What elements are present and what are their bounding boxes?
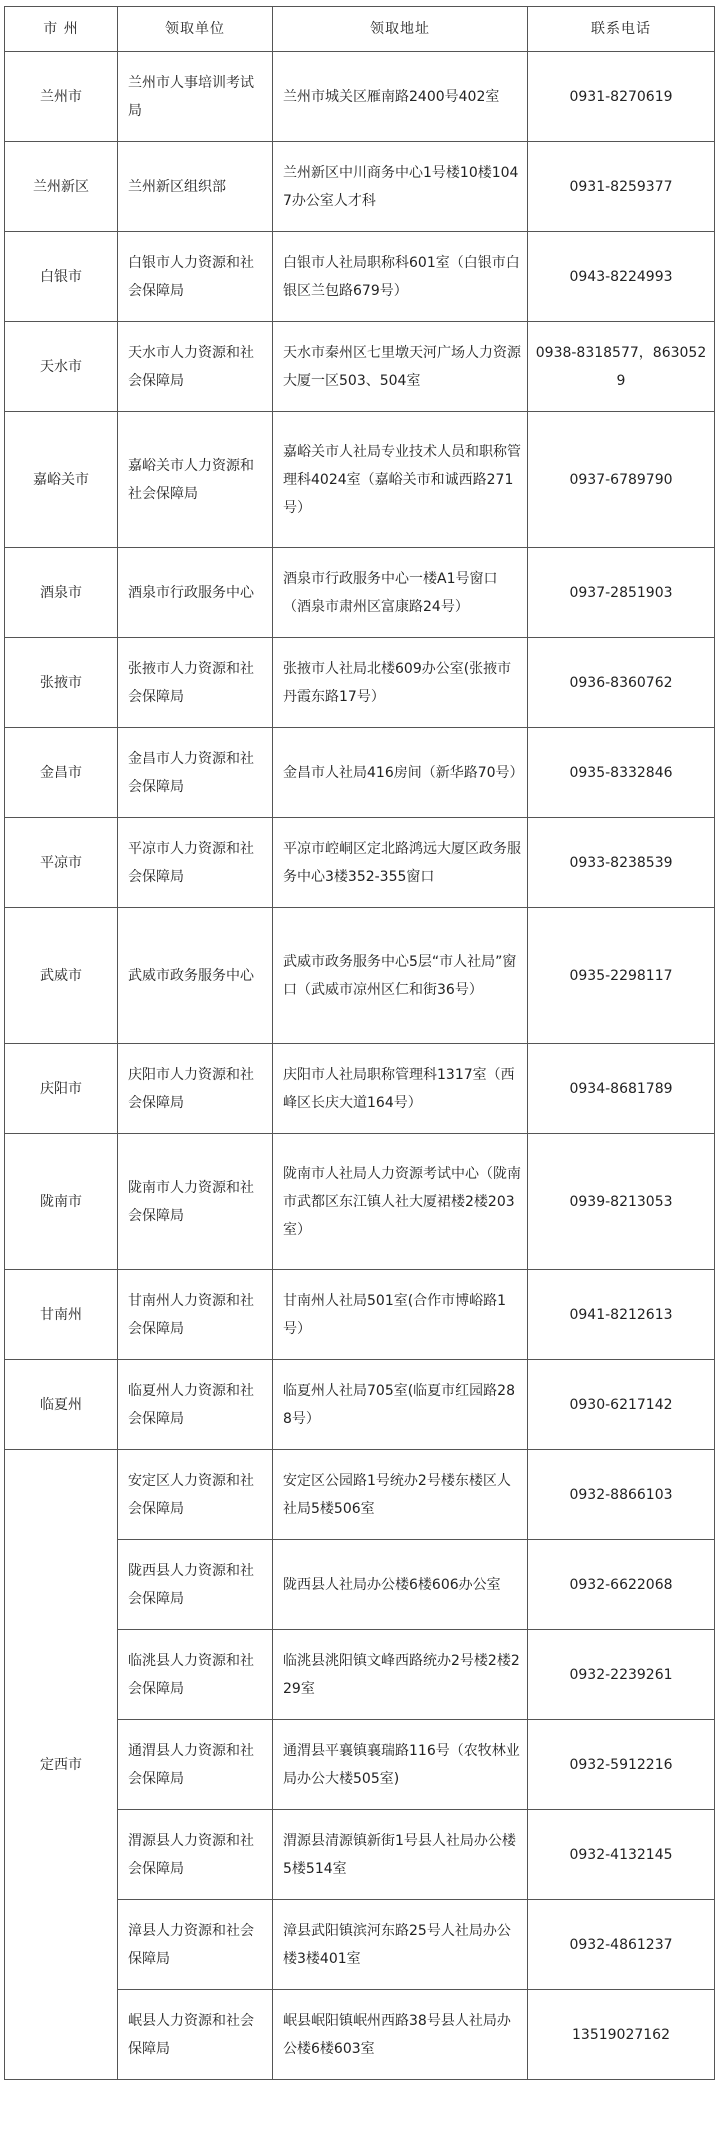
cell-unit: 渭源县人力资源和社会保障局 [118,1810,273,1900]
cell-unit: 陇南市人力资源和社会保障局 [118,1134,273,1270]
cell-city: 兰州市 [5,52,118,142]
cell-phone: 0935-2298117 [528,908,715,1044]
table-row [5,728,715,818]
cell-phone: 0943-8224993 [528,232,715,322]
cell-address: 甘南州人社局501室(合作市博峪路1号） [273,1270,528,1360]
cell-city: 张掖市 [5,638,118,728]
header-unit: 领取单位 [118,7,273,52]
cell-city: 酒泉市 [5,548,118,638]
cell-address: 白银市人社局职称科601室（白银市白银区兰包路679号） [273,232,528,322]
cell-phone: 0935-8332846 [528,728,715,818]
cell-unit: 张掖市人力资源和社会保障局 [118,638,273,728]
header-address: 领取地址 [273,7,528,52]
cell-phone: 0936-8360762 [528,638,715,728]
table-row [5,1450,715,1540]
cell-city: 嘉峪关市 [5,412,118,548]
table-row [5,1044,715,1134]
cell-phone: 0932-4132145 [528,1810,715,1900]
cell-address: 天水市秦州区七里墩天河广场人力资源大厦一区503、504室 [273,322,528,412]
table-row [5,232,715,322]
cell-address: 嘉峪关市人社局专业技术人员和职称管理科4024室（嘉峪关市和诚西路271号） [273,412,528,548]
table-row [5,1360,715,1450]
cell-phone: 0938-8318577，8630529 [528,322,715,412]
cell-address: 通渭县平襄镇襄瑞路116号（农牧林业局办公大楼505室) [273,1720,528,1810]
cell-address: 岷县岷阳镇岷州西路38号县人社局办公楼6楼603室 [273,1990,528,2080]
header-phone: 联系电话 [528,7,715,52]
cell-address: 张掖市人社局北楼609办公室(张掖市丹霞东路17号） [273,638,528,728]
table-row [5,412,715,548]
table-row [5,1270,715,1360]
cell-phone: 0931-8259377 [528,142,715,232]
cell-phone: 0937-6789790 [528,412,715,548]
cell-phone: 0932-8866103 [528,1450,715,1540]
cell-unit: 庆阳市人力资源和社会保障局 [118,1044,273,1134]
cell-unit: 武威市政务服务中心 [118,908,273,1044]
cell-unit: 安定区人力资源和社会保障局 [118,1450,273,1540]
cell-city: 临夏州 [5,1360,118,1450]
cell-phone: 13519027162 [528,1990,715,2080]
cell-phone: 0939-8213053 [528,1134,715,1270]
cell-city: 甘南州 [5,1270,118,1360]
table-body [5,52,715,2080]
cell-unit: 岷县人力资源和社会保障局 [118,1990,273,2080]
cell-unit: 甘南州人力资源和社会保障局 [118,1270,273,1360]
cell-phone: 0932-4861237 [528,1900,715,1990]
cell-unit: 兰州市人事培训考试局 [118,52,273,142]
cell-address: 临洮县洮阳镇文峰西路统办2号楼2楼229室 [273,1630,528,1720]
cell-address: 兰州新区中川商务中心1号楼10楼1047办公室人才科 [273,142,528,232]
cell-unit: 酒泉市行政服务中心 [118,548,273,638]
cell-city: 陇南市 [5,1134,118,1270]
table-row [5,548,715,638]
cell-address: 临夏州人社局705室(临夏市红园路288号） [273,1360,528,1450]
table-row [5,142,715,232]
cell-phone: 0930-6217142 [528,1360,715,1450]
cell-unit: 临夏州人力资源和社会保障局 [118,1360,273,1450]
cell-phone: 0933-8238539 [528,818,715,908]
cell-unit: 平凉市人力资源和社会保障局 [118,818,273,908]
cell-city: 天水市 [5,322,118,412]
cell-unit: 白银市人力资源和社会保障局 [118,232,273,322]
table-row [5,52,715,142]
cell-address: 渭源县清源镇新街1号县人社局办公楼5楼514室 [273,1810,528,1900]
table-row [5,908,715,1044]
cell-address: 陇西县人社局办公楼6楼606办公室 [273,1540,528,1630]
contact-table [4,6,715,2080]
cell-address: 安定区公园路1号统办2号楼东楼区人社局5楼506室 [273,1450,528,1540]
header-city: 市 州 [5,7,118,52]
cell-city: 金昌市 [5,728,118,818]
cell-address: 金昌市人社局416房间（新华路70号） [273,728,528,818]
cell-address: 兰州市城关区雁南路2400号402室 [273,52,528,142]
cell-unit: 嘉峪关市人力资源和社会保障局 [118,412,273,548]
cell-unit: 漳县人力资源和社会保障局 [118,1900,273,1990]
cell-address: 庆阳市人社局职称管理科1317室（西峰区长庆大道164号） [273,1044,528,1134]
header-row [5,7,715,52]
cell-address: 武威市政务服务中心5层“市人社局”窗口（武威市凉州区仁和街36号） [273,908,528,1044]
cell-phone: 0932-5912216 [528,1720,715,1810]
cell-city: 平凉市 [5,818,118,908]
cell-address: 平凉市崆峒区定北路鸿远大厦区政务服务中心3楼352-355窗口 [273,818,528,908]
table-row [5,1134,715,1270]
cell-unit: 天水市人力资源和社会保障局 [118,322,273,412]
cell-phone: 0937-2851903 [528,548,715,638]
cell-phone: 0931-8270619 [528,52,715,142]
cell-city: 庆阳市 [5,1044,118,1134]
cell-unit: 兰州新区组织部 [118,142,273,232]
cell-unit: 通渭县人力资源和社会保障局 [118,1720,273,1810]
cell-city-dingxi: 定西市 [5,1450,118,2080]
cell-unit: 金昌市人力资源和社会保障局 [118,728,273,818]
table-row [5,818,715,908]
cell-phone: 0941-8212613 [528,1270,715,1360]
cell-unit: 陇西县人力资源和社会保障局 [118,1540,273,1630]
cell-address: 陇南市人社局人力资源考试中心（陇南市武都区东江镇人社大厦裙楼2楼203室） [273,1134,528,1270]
cell-phone: 0932-2239261 [528,1630,715,1720]
table-row [5,322,715,412]
cell-city: 武威市 [5,908,118,1044]
cell-city: 白银市 [5,232,118,322]
cell-address: 酒泉市行政服务中心一楼A1号窗口（酒泉市肃州区富康路24号） [273,548,528,638]
table-row [5,638,715,728]
cell-address: 漳县武阳镇滨河东路25号人社局办公楼3楼401室 [273,1900,528,1990]
cell-phone: 0932-6622068 [528,1540,715,1630]
cell-city: 兰州新区 [5,142,118,232]
cell-unit: 临洮县人力资源和社会保障局 [118,1630,273,1720]
cell-phone: 0934-8681789 [528,1044,715,1134]
